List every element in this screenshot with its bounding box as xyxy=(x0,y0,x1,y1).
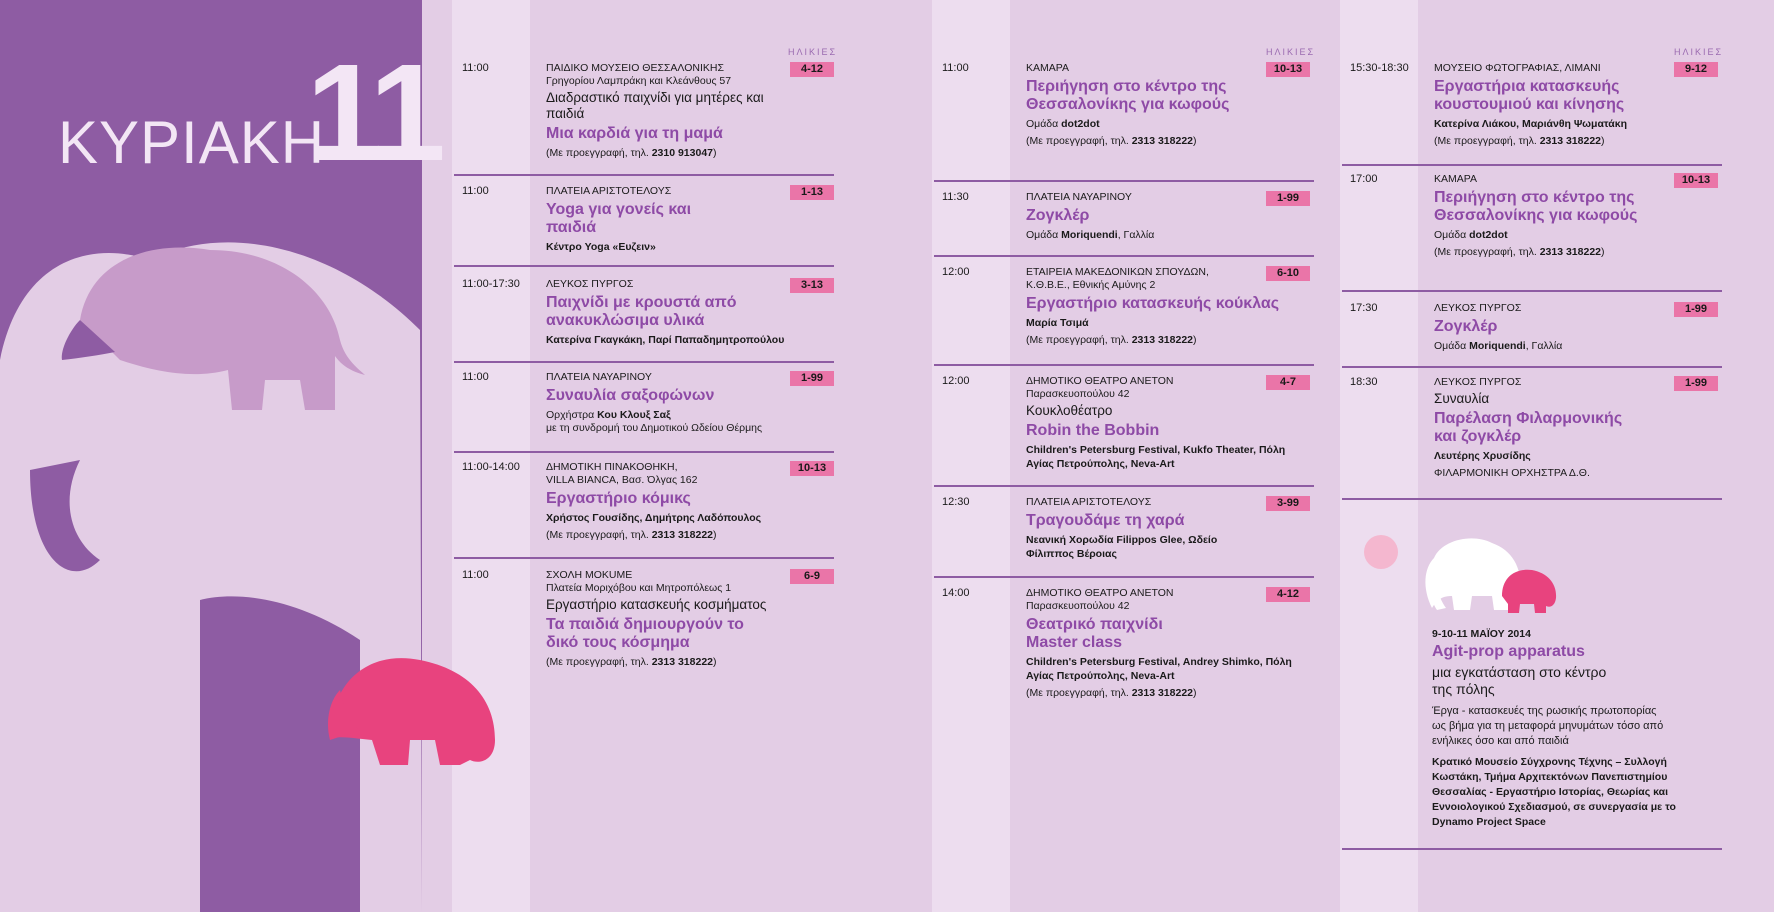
age-badge: 4-12 xyxy=(790,62,834,77)
hero-day: ΚΥΡΙΑΚΗ xyxy=(58,109,326,176)
event-title: Θεατρικό παιχνίδι Master class xyxy=(1026,616,1163,651)
ages-header: ΗΛΙΚΙΕΣ xyxy=(1674,47,1724,57)
event-address: Κ.Θ.Β.Ε., Εθνικής Αμύνης 2 xyxy=(1026,279,1156,291)
event-time: 11:30 xyxy=(942,191,969,203)
age-badge: 9-12 xyxy=(1674,62,1718,77)
event-time: 11:00 xyxy=(462,185,489,197)
event-card xyxy=(934,266,1314,366)
separator xyxy=(934,576,1314,578)
separator xyxy=(454,361,834,363)
separator xyxy=(1342,498,1722,500)
event-people: Κατερίνα Γκαγκάκη, Παρί Παπαδημητροπούλου xyxy=(546,334,785,346)
event-description: Διαδραστικό παιχνίδι για μητέρες και παιδιά xyxy=(546,90,764,121)
event-people: Κατερίνα Λιάκου, Μαριάνθη Ψωματάκη xyxy=(1434,118,1628,130)
event-venue: ΠΛΑΤΕΙΑ ΑΡΙΣΤΟΤΕΛΟΥΣ xyxy=(1026,496,1152,508)
event-venue: ΠΛΑΤΕΙΑ ΑΡΙΣΤΟΤΕΛΟΥΣ xyxy=(546,185,672,197)
separator xyxy=(454,265,834,267)
event-body xyxy=(546,185,786,254)
event-time: 17:00 xyxy=(1350,173,1378,185)
age-badge: 6-9 xyxy=(790,569,834,584)
age-badge: 10-13 xyxy=(790,461,834,476)
event-venue: ΔΗΜΟΤΙΚΟ ΘΕΑΤΡΟ ΑΝΕΤΟΝ xyxy=(1026,375,1174,387)
event-title: Yoga για γονείς και παιδιά xyxy=(546,201,692,236)
event-venue: ΠΛΑΤΕΙΑ ΝΑΥΑΡΙΝΟΥ xyxy=(1026,191,1132,203)
event-people-extra: με τη συνδρομή του Δημοτικού Ωδείου Θέρμης xyxy=(546,422,763,434)
promo-text: Έργα - κατασκευές της ρωσικής πρωτοπορίας ως βήμα για τη μεταφορά μηνυμάτων τόσο από ενήλικες όσο και από παιδιά xyxy=(1432,705,1664,747)
event-venue: ΠΛΑΤΕΙΑ ΝΑΥΑΡΙΝΟΥ xyxy=(546,371,652,383)
event-address: Γρηγορίου Λαμπράκη και Κλεάνθους 57 xyxy=(546,75,732,87)
promo-title: Agit-prop apparatus xyxy=(1432,643,1585,660)
event-body xyxy=(546,461,796,542)
separator xyxy=(934,485,1314,487)
event-card xyxy=(934,191,1314,257)
event-body xyxy=(1026,375,1306,471)
event-people: Children's Petersburg Festival, Andrey Shimko, Πόλη Αγίας Πετρούπολης, Neva-Art xyxy=(1026,656,1292,682)
event-address: Πλατεία Μοριχόβου και Μητροπόλεως 1 xyxy=(546,582,732,594)
event-venue: ΛΕΥΚΟΣ ΠΥΡΓΟΣ xyxy=(1434,376,1522,388)
event-venue: ΜΟΥΣΕΙΟ ΦΩΤΟΓΡΑΦΙΑΣ, ΛΙΜΑΝΙ xyxy=(1434,62,1601,74)
age-badge: 4-12 xyxy=(1266,587,1310,602)
promo-description: μια εγκατάσταση στο κέντρο της πόλης xyxy=(1432,664,1607,697)
separator xyxy=(934,364,1314,366)
event-card xyxy=(454,461,834,559)
age-badge: 6-10 xyxy=(1266,266,1310,281)
event-title: Τα παιδιά δημιουργούν το δικό τους κόσμημα xyxy=(546,616,744,651)
event-body xyxy=(1434,376,1684,480)
separator xyxy=(454,557,834,559)
event-card xyxy=(1342,62,1722,166)
event-time: 18:30 xyxy=(1350,376,1378,388)
event-address: VILLA BIANCA, Βασ. Όλγας 162 xyxy=(546,474,698,486)
event-venue: ΔΗΜΟΤΙΚΟ ΘΕΑΤΡΟ ΑΝΕΤΟΝ xyxy=(1026,587,1174,599)
event-time: 14:00 xyxy=(942,587,970,599)
event-venue: ΚΑΜΑΡΑ xyxy=(1026,62,1069,74)
event-address: Παρασκευοπούλου 42 xyxy=(1026,388,1130,400)
separator xyxy=(1342,290,1722,292)
event-card xyxy=(1342,376,1722,500)
event-people: Νεανική Χορωδία Filippos Glee, Ωδείο Φίλιππος Βέροιας xyxy=(1026,534,1218,560)
age-badge: 1-99 xyxy=(1674,376,1718,391)
event-note: (Με προεγγραφή, τηλ. 2313 318222) xyxy=(1026,687,1197,699)
event-title: Εργαστήριο κατασκευής κούκλας xyxy=(1026,295,1280,312)
event-address: Παρασκευοπούλου 42 xyxy=(1026,600,1130,612)
event-people: Λευτέρης Χρυσίδης xyxy=(1434,450,1531,462)
separator xyxy=(1342,366,1722,368)
event-people: Χρήστος Γουσίδης, Δημήτρης Λαδόπουλος xyxy=(546,512,762,524)
event-people: Ομάδα dot2dot xyxy=(1026,118,1100,130)
hero-panel xyxy=(0,0,440,912)
event-people: Ομάδα Moriquendi, Γαλλία xyxy=(1026,229,1155,241)
event-note: (Με προεγγραφή, τηλ. 2313 318222) xyxy=(1026,135,1197,147)
hero-date-number: 11 xyxy=(306,36,440,190)
separator xyxy=(1342,164,1722,166)
age-badge: 1-99 xyxy=(790,371,834,386)
event-card xyxy=(934,496,1314,578)
event-time: 11:00 xyxy=(942,62,969,74)
age-badge: 1-13 xyxy=(790,185,834,200)
event-note: (Με προεγγραφή, τηλ. 2313 318222) xyxy=(546,656,717,668)
event-title: Εργαστήριο κόμικς xyxy=(546,490,691,507)
event-card xyxy=(934,375,1314,487)
event-time: 11:00-17:30 xyxy=(462,278,520,290)
promo-elephants-illustration xyxy=(1362,518,1562,618)
event-body xyxy=(1434,62,1684,148)
event-card xyxy=(934,587,1314,717)
event-venue: ΛΕΥΚΟΣ ΠΥΡΓΟΣ xyxy=(546,278,634,290)
event-time: 12:30 xyxy=(942,496,970,508)
event-note: (Με προεγγραφή, τηλ. 2313 318222) xyxy=(1434,246,1605,258)
event-card xyxy=(1342,173,1722,292)
event-title: Ζογκλέρ xyxy=(1026,207,1090,224)
event-time: 17:30 xyxy=(1350,302,1378,314)
event-time: 11:00 xyxy=(462,62,489,74)
event-venue: ΠΑΙΔΙΚΟ ΜΟΥΣΕΙΟ ΘΕΣΣΑΛΟΝΙΚΗΣ xyxy=(546,62,724,74)
event-people: Ομάδα Moriquendi, Γαλλία xyxy=(1434,340,1563,352)
event-body xyxy=(1026,587,1306,700)
separator xyxy=(454,451,834,453)
event-note: (Με προεγγραφή, τηλ. 2313 318222) xyxy=(546,529,717,541)
event-title: Παιχνίδι με κρουστά από ανακυκλώσιμα υλικά xyxy=(546,294,737,329)
age-badge: 10-13 xyxy=(1674,173,1718,188)
event-description: Εργαστήριο κατασκευής κοσμήματος xyxy=(546,597,767,612)
event-body xyxy=(1026,496,1236,561)
event-body xyxy=(546,371,796,435)
promo-date: 9-10-11 ΜΑΪΟΥ 2014 xyxy=(1432,628,1531,640)
age-badge: 1-99 xyxy=(1266,191,1310,206)
event-card xyxy=(454,185,834,267)
event-card xyxy=(1342,302,1722,368)
event-people: Κέντρο Yoga «Ευζειν» xyxy=(546,241,656,253)
event-body xyxy=(1434,302,1684,353)
event-description: Συναυλία xyxy=(1434,391,1490,406)
event-people: Ορχήστρα Κου Κλουξ Σαξ xyxy=(546,409,671,421)
age-badge: 10-13 xyxy=(1266,62,1310,77)
event-body xyxy=(1434,173,1704,259)
event-title: Περιήγηση στο κέντρο της Θεσσαλονίκης για κωφούς xyxy=(1026,78,1230,113)
event-venue: ΕΤΑΙΡΕΙΑ ΜΑΚΕΔΟΝΙΚΩΝ ΣΠΟΥΔΩΝ, xyxy=(1026,266,1209,278)
age-badge: 1-99 xyxy=(1674,302,1718,317)
event-title: Robin the Bobbin xyxy=(1026,422,1160,439)
event-venue: ΚΑΜΑΡΑ xyxy=(1434,173,1477,185)
age-badge: 4-7 xyxy=(1266,375,1310,390)
event-body xyxy=(1026,191,1276,242)
event-card xyxy=(934,62,1314,182)
ages-header: ΗΛΙΚΙΕΣ xyxy=(788,47,838,57)
event-time: 12:00 xyxy=(942,266,970,278)
event-card xyxy=(454,278,834,363)
event-title: Περιήγηση στο κέντρο της Θεσσαλονίκης για κωφούς xyxy=(1434,189,1638,224)
separator xyxy=(934,255,1314,257)
event-people: Μαρία Τσιμά xyxy=(1026,317,1089,329)
event-venue: ΣΧΟΛΗ ΜΟΚUME xyxy=(546,569,633,581)
event-venue: ΔΗΜΟΤΙΚΗ ΠΙΝΑΚΟΘΗΚΗ, xyxy=(546,461,678,473)
event-note: ΦΙΛΑΡΜΟΝΙΚΗ ΟΡΧΗΣΤΡΑ Δ.Θ. xyxy=(1434,467,1590,479)
event-note: (Με προεγγραφή, τηλ. 2310 913047) xyxy=(546,147,717,159)
promo-block xyxy=(1432,628,1762,830)
event-note: (Με προεγγραφή, τηλ. 2313 318222) xyxy=(1026,334,1197,346)
bottom-separator xyxy=(1342,848,1722,850)
event-body xyxy=(1026,62,1276,148)
separator xyxy=(934,180,1314,182)
event-people: Children's Petersburg Festival, Kukfo Theater, Πόλη Αγίας Πετρούπολης, Neva-Art xyxy=(1026,444,1286,470)
event-card xyxy=(454,62,834,176)
event-description: Κουκλοθέατρο xyxy=(1026,403,1113,418)
event-time: 15:30-18:30 xyxy=(1350,62,1409,74)
event-time: 12:00 xyxy=(942,375,970,387)
event-time: 11:00-14:00 xyxy=(462,461,520,473)
event-body xyxy=(546,62,786,160)
age-badge: 3-13 xyxy=(790,278,834,293)
event-title: Μια καρδιά για τη μαμά xyxy=(546,125,723,142)
event-time: 11:00 xyxy=(462,371,489,383)
event-venue: ΛΕΥΚΟΣ ΠΥΡΓΟΣ xyxy=(1434,302,1522,314)
separator xyxy=(454,174,834,176)
promo-organizers: Κρατικό Μουσείο Σύγχρονης Τέχνης – Συλλογή Κωστάκη, Τμήμα Αρχιτεκτόνων Πανεπιστημίου Θεσσαλίας - Εργαστήριο Ιστορίας, Θεωρίας και Εννοιολογικού Σχεδιασμού, σε συνεργασία με το Dynamo Project Space xyxy=(1432,756,1676,828)
ages-header: ΗΛΙΚΙΕΣ xyxy=(1266,47,1316,57)
event-people: Ομάδα dot2dot xyxy=(1434,229,1508,241)
event-title: Ζογκλέρ xyxy=(1434,318,1498,335)
event-title: Εργαστήρια κατασκευής κουστουμιού και κίνησης xyxy=(1434,78,1625,113)
event-title: Τραγουδάμε τη χαρά xyxy=(1026,512,1185,529)
event-body xyxy=(546,569,796,669)
event-note: (Με προεγγραφή, τηλ. 2313 318222) xyxy=(1434,135,1605,147)
event-card xyxy=(454,569,834,679)
age-badge: 3-99 xyxy=(1266,496,1310,511)
event-time: 11:00 xyxy=(462,569,489,581)
event-title: Συναυλία σαξοφώνων xyxy=(546,387,715,404)
event-body xyxy=(546,278,796,347)
event-card xyxy=(454,371,834,453)
event-title: Παρέλαση Φιλαρμονικής και ζογκλέρ xyxy=(1434,410,1623,445)
